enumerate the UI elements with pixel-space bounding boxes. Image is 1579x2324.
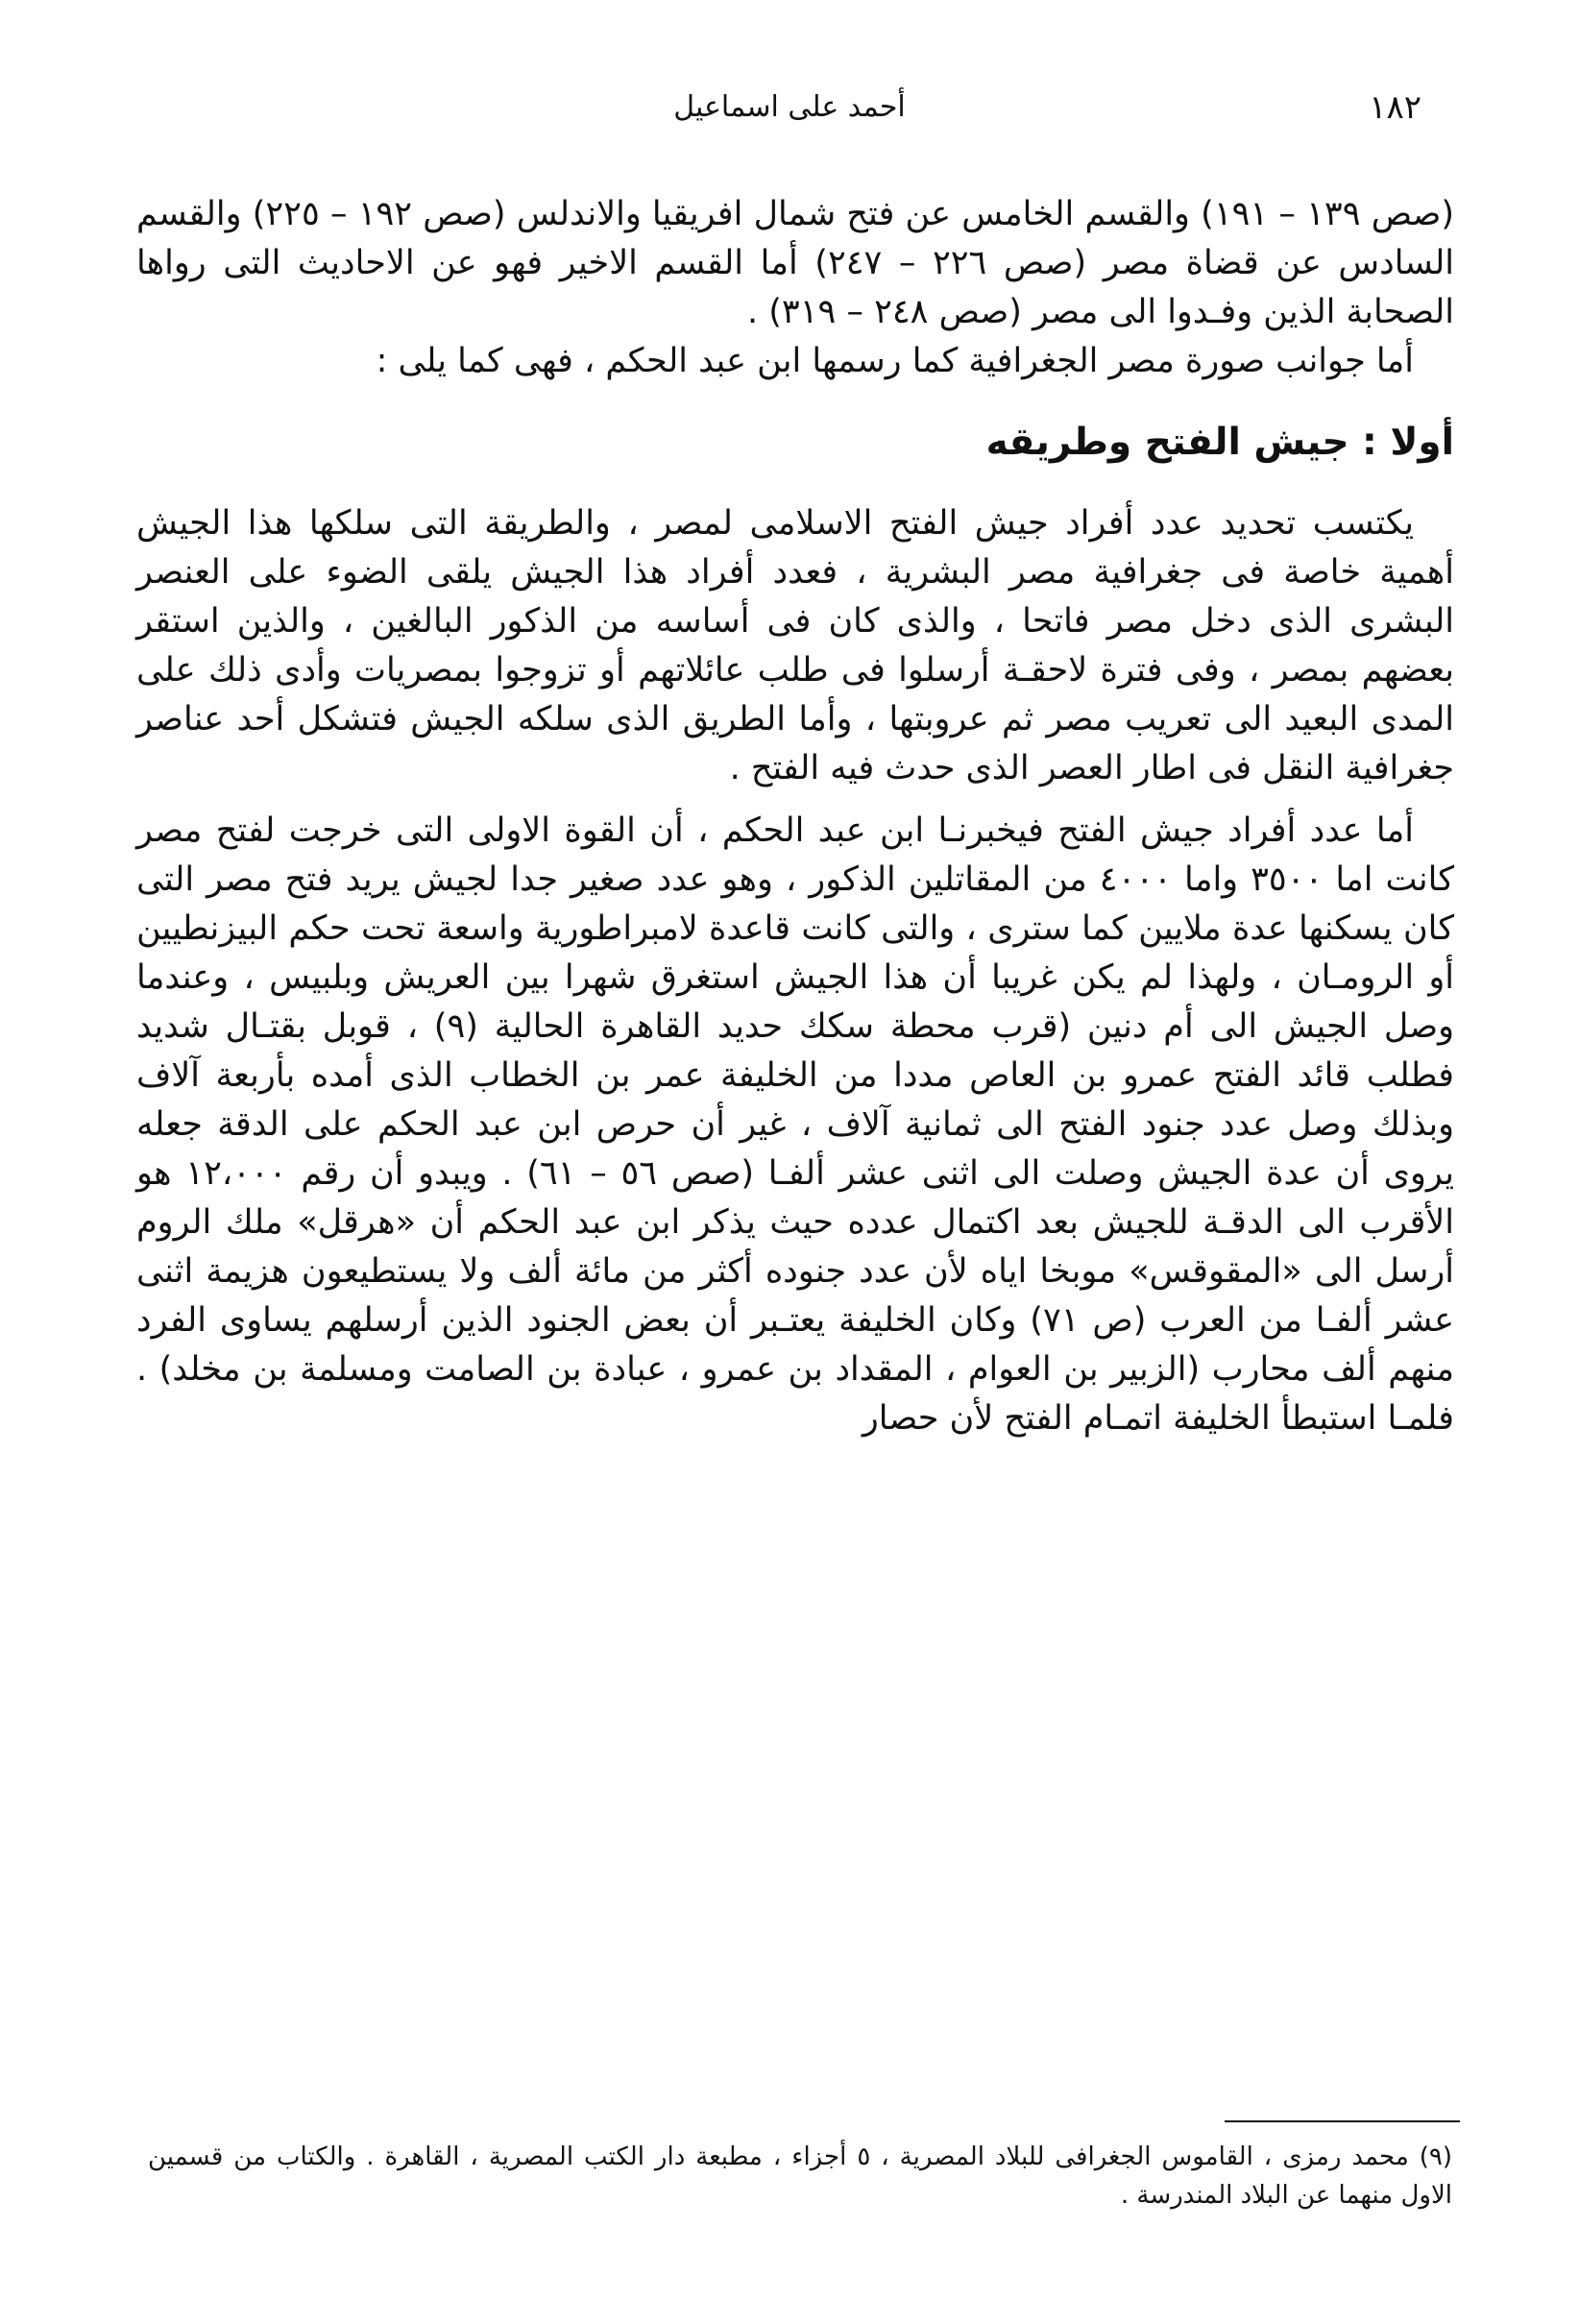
page-header: [134, 85, 1445, 142]
footnote-9: (٩) محمد رمزى ، القاموس الجغرافى للبلاد المصرية ، ٥ أجزاء ، مطبعة دار الكتب المصرية ، القاهرة . والكتاب من قسمين الاول منهما عن البلاد المندرسة .: [148, 2142, 1453, 2210]
heading-spacer: [136, 471, 1454, 499]
footnotes-area: [148, 2138, 1452, 2215]
footnote-divider: [1225, 2120, 1460, 2122]
intro-paragraph: (صص ١٣٩ – ١٩١) والقسم الخامس عن فتح شمال افريقيا والاندلس (صص ١٩٢ – ٢٢٥) والقسم السادس عن قضاة مصر (صص ٢٢٦ – ٢٤٧) أما القسم الاخير فهو عن الاحاديث التى رواها الصحابة الذين وفـدوا الى مصر (صص ٢٤٨ – ٣١٩) .: [136, 195, 1454, 331]
page-body: [136, 190, 1454, 1443]
body-paragraph-1: يكتسب تحديد عدد أفراد جيش الفتح الاسلامى لمصر ، والطريقة التى سلكها هذا الجيش أهمية خاصة فى جغرافية مصر البشرية ، فعدد أفراد هذا الجيش يلقى الضوء على العنصر البشرى الذى دخل مصر فاتحا ، والذى كان فى أساسه من الذكور البالغين ، والذين استقر بعضهم بمصر ، وفى فترة لاحقـة أرسلوا فى طلب عائلاتهم أو تزوجوا بمصريات وأدى ذلك على المدى البعيد الى تعريب مصر ثم عروبتها ، وأما الطريق الذى سلكه الجيش فتشكل أحد عناصر جغرافية النقل فى اطار العصر الذى حدث فيه الفتح .: [136, 504, 1454, 787]
section-heading: أولا : جيش الفتح وطريقه: [985, 421, 1454, 464]
section-spacer: [136, 386, 1454, 415]
body-paragraph-2: أما عدد أفراد جيش الفتح فيخبرنـا ابن عبد الحكم ، أن القوة الاولى التى خرجت لفتح مصر كانت اما ٣٥٠٠ واما ٤٠٠٠ من المقاتلين الذكور ، وهو عدد صغير جدا لجيش يريد فتح مصر التى كان يسكنها عدة ملايين كما سترى ، والتى كانت قاعدة لامبراطورية واسعة تحت حكم البيزنطيين أو الرومـان ، ولهذا لم يكن غريبا أن هذا الجيش استغرق شهرا بين العريش وبلبيس ، وعندما وصل الجيش الى أم دنين (قرب محطة سكك حديد القاهرة الحالية (٩) ، قوبل بقتـال شديد فطلب قائد الفتح عمرو بن العاص مددا من الخليفة عمر بن الخطاب الذى أمده بأربعة آلاف وبذلك وصل عدد جنود الفتح الى ثمانية آلاف ، غير أن حرص ابن عبد الحكم على الدقة جعله يروى أن عدة الجيش وصلت الى اثنى عشر ألفـا (صص ٥٦ – ٦١) . ويبدو أن رقم ١٢،٠٠٠ هو الأقرب الى الدقـة للجيش بعد اكتمال عدده حيث يذكر ابن عبد الحكم أن «هرقل» ملك الروم أرسل الى «المقوقس» موبخا اياه لأن عدد جنوده أكثر من مائة ألف ولا يستطيعون هزيمة اثنى عشر ألفـا من العرب (ص ٧١) وكان الخليفة يعتـبر أن بعض الجنود الذين أرسلهم يساوى الفرد منهم ألف محارب (الزبير بن العوام ، المقداد بن عمرو ، عبادة بن الصامت ومسلمة بن مخلد) . فلمـا استبطأ الخليفة اتمـام الفتح لأن حصار: [136, 811, 1455, 1438]
paragraph-spacer: [136, 793, 1454, 807]
transition-line: أما جوانب صورة مصر الجغرافية كما رسمها ابن عبد الحكم ، فهى كما يلى :: [376, 342, 1414, 380]
page-number: ١٨٢: [1369, 88, 1421, 127]
running-title: أحمد على اسماعيل: [673, 90, 906, 124]
